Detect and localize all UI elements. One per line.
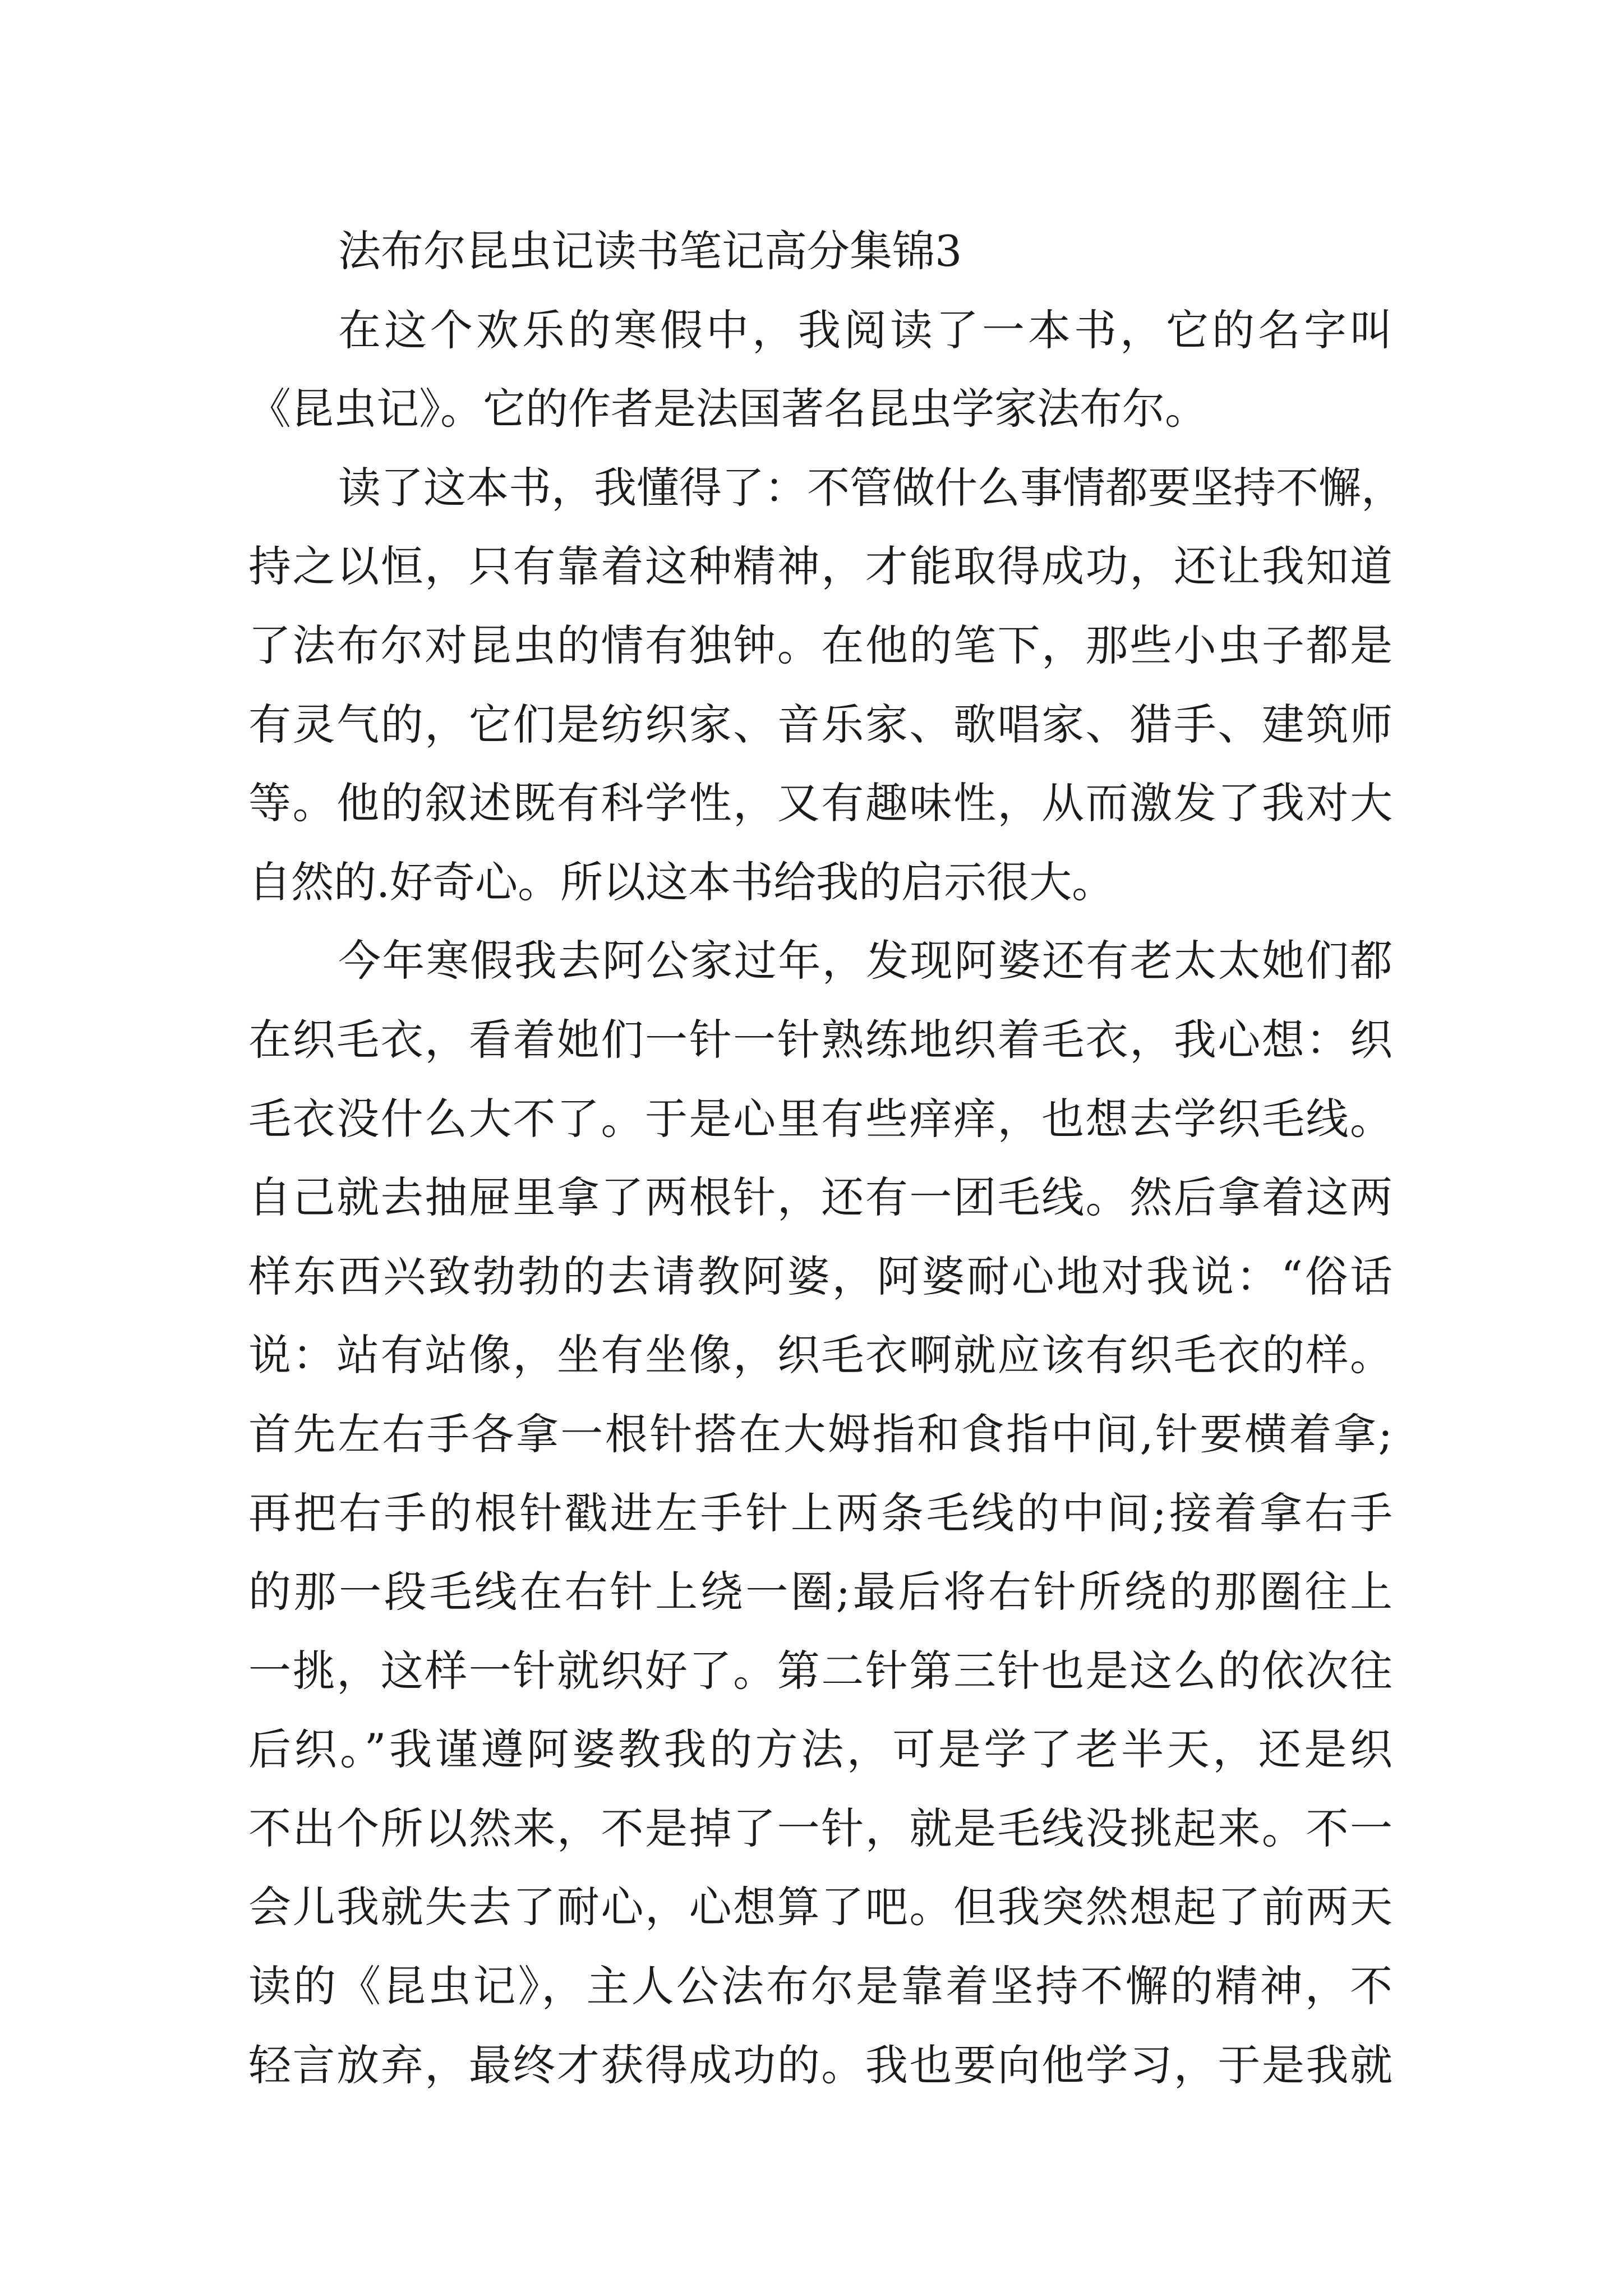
text-line: 今年寒假我去阿公家过年，发现阿婆还有老太太她们都: [338, 936, 1393, 986]
text-line: 后织。”我谨遵阿婆教我的方法，可是学了老半天，还是织: [248, 1724, 1393, 1775]
text-line: 一挑，这样一针就织好了。第二针第三针也是这么的依次往: [248, 1645, 1393, 1696]
text-line: 了法布尔对昆虫的情有独钟。在他的笔下，那些小虫子都是: [248, 620, 1393, 670]
text-line: 会儿我就失去了耐心，心想算了吧。但我突然想起了前两天: [248, 1882, 1393, 1932]
document-title: 法布尔昆虫记读书笔记高分集锦3: [338, 226, 962, 276]
paragraph-lines: [248, 291, 1404, 2105]
text-line: 读的《昆虫记》，主人公法布尔是靠着坚持不懈的精神，不: [248, 1961, 1393, 2012]
text-line: 持之以恒，只有靠着这种精神，才能取得成功，还让我知道: [248, 541, 1393, 592]
text-line: 在织毛衣，看着她们一针一针熟练地织着毛衣，我心想：织: [248, 1014, 1393, 1065]
text-line: 说：站有站像，坐有坐像，织毛衣啊就应该有织毛衣的样。: [248, 1330, 1393, 1381]
text-line: 自己就去抽屉里拿了两根针，还有一团毛线。然后拿着这两: [248, 1172, 1393, 1223]
text-line: 首先左右手各拿一根针搭在大姆指和食指中间,针要横着拿;: [248, 1409, 1393, 1459]
text-line: 在这个欢乐的寒假中，我阅读了一本书，它的名字叫: [338, 305, 1393, 355]
text-line: 轻言放弃，最终才获得成功的。我也要向他学习，于是我就: [248, 2040, 1393, 2090]
text-line: 毛衣没什么大不了。于是心里有些痒痒，也想去学织毛线。: [248, 1093, 1393, 1144]
text-line: 不出个所以然来，不是掉了一针，就是毛线没挑起来。不一: [248, 1803, 1393, 1853]
text-line: 样东西兴致勃勃的去请教阿婆，阿婆耐心地对我说：“俗话: [248, 1251, 1393, 1301]
document-body: [248, 212, 1404, 2105]
text-line: 等。他的叙述既有科学性，又有趣味性，从而激发了我对大: [248, 778, 1393, 829]
text-line: 的那一段毛线在右针上绕一圈;最后将右针所绕的那圈往上: [248, 1567, 1393, 1617]
text-line: 有灵气的，它们是纺织家、音乐家、歌唱家、猎手、建筑师: [248, 699, 1393, 749]
text-line: 再把右手的根针戳进左手针上两条毛线的中间;接着拿右手: [248, 1488, 1393, 1538]
text-line: 《昆虫记》。它的作者是法国著名昆虫学家法布尔。: [248, 384, 1207, 434]
text-line: 读了这本书，我懂得了：不管做什么事情都要坚持不懈，: [338, 462, 1404, 513]
text-line: 自然的.好奇心。所以这本书给我的启示很大。: [248, 857, 1115, 907]
